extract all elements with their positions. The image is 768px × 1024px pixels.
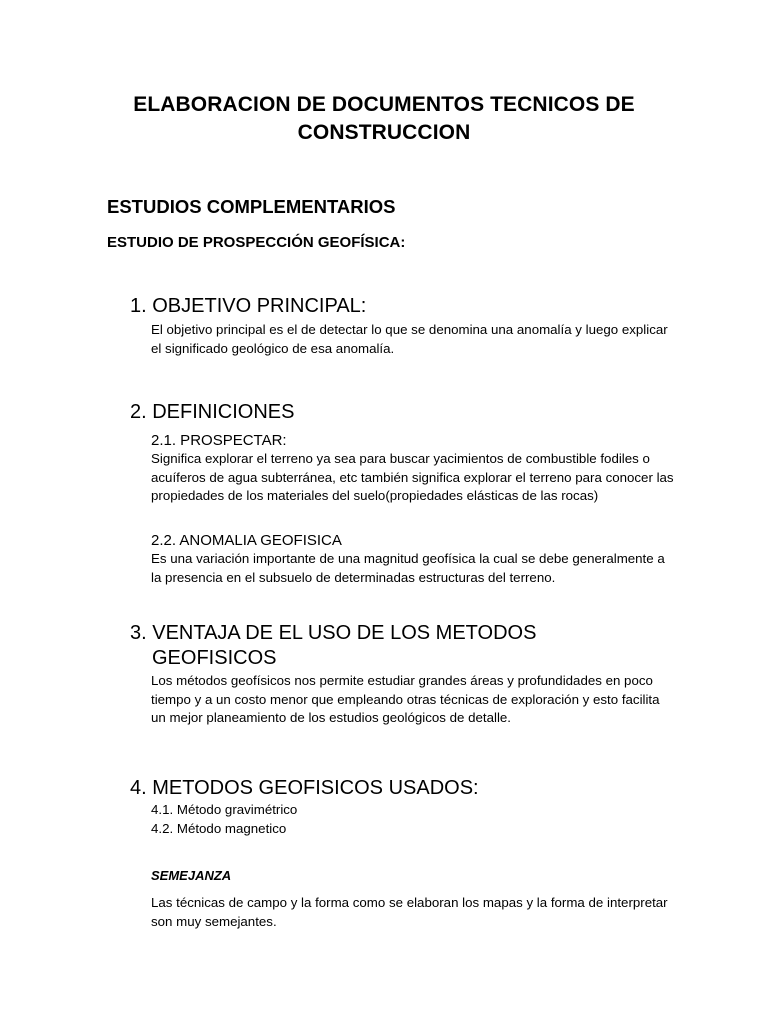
section-title: ESTUDIOS COMPLEMENTARIOS — [107, 196, 396, 217]
heading-prospectar: 2.1. PROSPECTAR: — [151, 432, 287, 449]
paragraph-ventaja: Los métodos geofísicos nos permite estudiar grandes áreas y profundidades en poco tiempo y a un costo menor que empleando otras técnicas de exploración y esto facilita un mejor planeamiento de los estudios geológicos de detalle. — [151, 673, 660, 725]
heading-metodos-usados: 4. METODOS GEOFISICOS USADOS: — [130, 777, 479, 799]
heading-ventaja-line-2: GEOFISICOS — [152, 647, 277, 669]
document-title — [100, 91, 668, 147]
heading-objetivo-principal: 1. OBJETIVO PRINCIPAL: — [130, 295, 367, 317]
title-line-2: CONSTRUCCION — [297, 121, 471, 144]
heading-ventaja — [130, 621, 536, 671]
title-line-1: ELABORACION DE DOCUMENTOS TECNICOS DE — [133, 93, 635, 116]
paragraph-anomalia: Es una variación importante de una magnitud geofísica la cual se debe generalmente a la presencia en el subsuelo de determinadas estructuras del terreno. — [151, 551, 665, 585]
paragraph-semejanza: Las técnicas de campo y la forma como se elaboran los mapas y la forma de interpretar son muy semejantes. — [151, 895, 668, 929]
heading-ventaja-line-1: 3. VENTAJA DE EL USO DE LOS METODOS — [130, 622, 537, 644]
label-semejanza: SEMEJANZA — [151, 868, 232, 883]
list-item: 4.2. Método magnetico — [151, 820, 287, 836]
paragraph-objetivo: El objetivo principal es el de detectar lo que se denomina una anomalía y luego explicar el significado geológico de esa anomalía. — [151, 322, 668, 356]
paragraph-prospectar: Significa explorar el terreno ya sea para buscar yacimientos de combustible fodiles o acuíferos de agua subterránea, etc también significa explorar el terreno para conocer las propiedades de los materiales del suelo(propiedades elásticas de las rocas) — [151, 451, 674, 503]
heading-definiciones: 2. DEFINICIONES — [130, 401, 295, 423]
heading-anomalia-geofisica: 2.2. ANOMALIA GEOFISICA — [151, 532, 342, 549]
list-item: 4.1. Método gravimétrico — [151, 802, 298, 817]
list-metodos — [151, 801, 676, 838]
subsection-title: ESTUDIO DE PROSPECCIÓN GEOFÍSICA: — [107, 234, 406, 251]
